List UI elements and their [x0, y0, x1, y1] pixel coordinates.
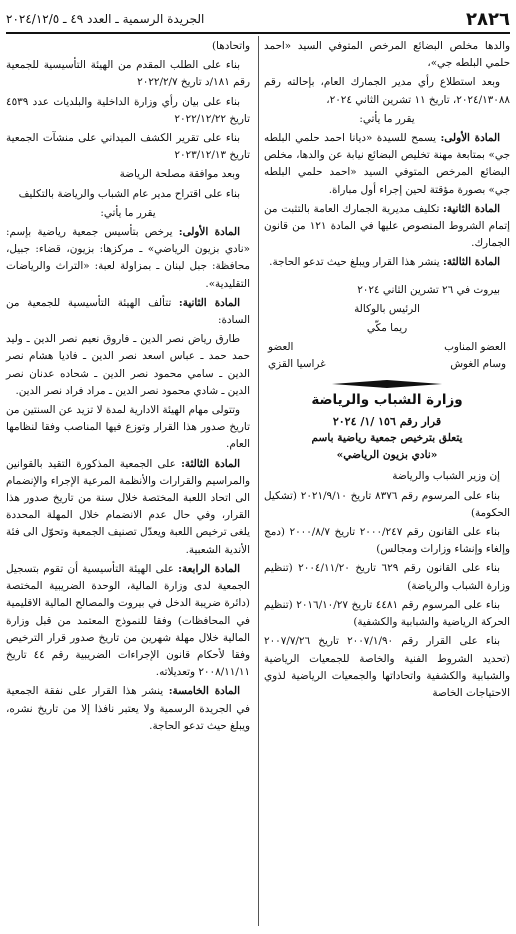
paragraph: والدها مخلص البضائع المرخص المتوفي السيد «احمد حلمي البلطه جي»، [264, 40, 510, 70]
member-label: العضو [268, 341, 294, 354]
preamble-line: بناء على المرسوم رقم ٨٣٧٦ تاريخ ٢٠٢١/٩/١٠ (تشكيل الحكومة) [264, 489, 510, 519]
signer-name: ريما مكّي [366, 322, 408, 335]
article-label: المادة الثالثة: [443, 256, 500, 269]
decision-number: قرار رقم ١٥٦ /١/ ٢٠٢٤ [332, 414, 442, 428]
founders-list: طارق رياض نصر الدين ـ فاروق نعيم نصر الدين ـ وليد حمد حمد ـ عباس اسعد نصر الدين ـ فاديا هشام نصر الدين ـ سامي محمود نصر الدين ـ شحاده عدنان نصر الدين ـ شادي محمود نصر الدين ـ مراد فراد نصر الدين. [6, 333, 250, 397]
article-label: المادة الثالثة: [181, 457, 240, 470]
paragraph: بناء على تقرير الكشف الميداني على منشآت الجمعية تاريخ ٢٠٢٣/١٢/١٣ [6, 132, 250, 162]
article-text: على الهيئة التأسيسية أن تقوم بتسجيل الجمعية لدى وزارة المالية، الوحدة الضريبية المختصة (دائرة ضريبة الدخل في بيروت والمصالح المالية الاقليمية في المحافظات) وفقا للنموذج المعتمد من قبل وزارة المالية خلال مهلة شهرين من تاريخ صدور قرار الترخيص وفقا لأحكام قانون الإجراءات الضريبية رقم ٤٤ تاريخ ٢٠٠٨/١١/١١ وتعديلاته. [6, 562, 250, 679]
section-ornament [332, 380, 442, 388]
page-header [6, 8, 510, 30]
ministry-title: وزارة الشباب والرياضة [311, 391, 463, 408]
article-label: المادة الثانية: [178, 296, 240, 309]
article-label: المادة الثانية: [442, 202, 501, 215]
article-text: يسمح للسيدة «ديانا احمد حلمي البلطه جي» بمتابعة مهنة تخليص البضائع نيابة عن والدها، مخلص البضائع المرخص المتوفي السيد «احمد حلمي البلطه جي» بصورة مؤقتة لحين إجراء أول مباراة. [264, 132, 510, 196]
preamble-line: بناء على القانون رقم ٢٠٠٠/٢٤٧ تاريخ ٢٠٠٠/٨/٧ (دمج وإلغاء وإنشاء وزارات ومجالس) [264, 526, 510, 556]
signer-title: الرئيس بالوكالة [354, 302, 420, 315]
article-text: يرخص بتأسيس جمعية رياضية بإسم: «نادي بزيون الرياضي» ـ مركزها: بزيون، قضاء: جبيل، محافظة: جبل لبنان ـ بمزاولة لعبة: «التراث والرياضات التقليدية». [6, 226, 250, 290]
column-divider [258, 36, 259, 926]
preamble-line: إن وزير الشباب والرياضة [392, 470, 500, 483]
preamble-line: بناء على القرار رقم ٢٠٠٧/١/٩٠ تاريخ ٢٠٠٧/٧/٢٦ (تحديد الشروط الفنية والخاصة للجمعيات الرياضية والشبابية والكشفية واتحاداتها والجمعيات الرياضية لذوي الاحتياجات الخاصة [264, 635, 510, 699]
article-1 [264, 130, 510, 199]
header-rule [6, 32, 510, 34]
member-label: العضو المناوب [444, 341, 506, 354]
left-column [6, 38, 250, 737]
article-3 [6, 456, 250, 559]
article-2 [264, 201, 510, 253]
article-4 [6, 561, 250, 681]
article-label: المادة الرابعة: [178, 562, 240, 575]
article-text: ينشر هذا القرار ويبلغ حيث تدعو الحاجة. [269, 256, 440, 269]
article-2 [6, 295, 250, 329]
article-text: ينشر هذا القرار على نفقة الجمعية في الجريدة الرسمية ولا يعتبر نافذا إلا من تاريخ نشره، ويبلغ حيث تدعو الحاجة. [6, 685, 250, 732]
decides-line: يقرر ما يأتي: [359, 112, 415, 125]
page-number: ٢٨٢٦ [466, 8, 510, 30]
article-text: على الجمعية المذكورة التقيد بالقوانين والمراسيم والقرارات والأنظمة المرعية الإجراء والإنضمام الى اتحاد اللعبة المختصة خلال سنة من تاريخ صدور هذا القرار، وفي حال عدم الانضمام خلال المهلة المحددة يلغى ترخيص اللعبة ويعدّل تصنيف الجمعية وتحوّل الى فئة الأندية الشعبية. [6, 457, 250, 556]
members-names [264, 356, 510, 373]
journal-title: الجريدة الرسمية ـ العدد ٤٩ ـ ٢٠٢٤/١٢/٥ [6, 12, 205, 26]
paragraph: وبعد موافقة مصلحة الرياضة [119, 168, 240, 181]
article-text: تتألف الهيئة التأسيسية للجمعية من السادة: [6, 296, 250, 327]
article-label: المادة الأولى: [440, 132, 500, 145]
preamble-line: بناء على المرسوم رقم ٤٤٨١ تاريخ ٢٠١٦/١٠/٢٧ (تنظيم الحركة الرياضية والشبابية والكشفية) [264, 598, 510, 629]
members-labels [264, 339, 510, 356]
preamble-line: بناء على القانون رقم ٦٢٩ تاريخ ٢٠٠٤/١١/٢٠ (تنظيم وزارة الشباب والرياضة) [264, 562, 510, 592]
paragraph: وتتولى مهام الهيئة الادارية لمدة لا تزيد عن السنتين من تاريخ صدور هذا القرار وتوزع فيها المناصب وفقا لنظامها العام. [6, 404, 250, 451]
right-column [264, 38, 510, 704]
paragraph: بناء على الطلب المقدم من الهيئة التأسيسية للجمعية رقم ١٨١/د تاريخ ٢٠٢٢/٢/٧ [6, 59, 250, 89]
paragraph: بناء على اقتراح مدير عام الشباب والرياضة بالتكليف [18, 187, 240, 200]
article-1 [6, 224, 250, 293]
place-date: بيروت في ٢٦ تشرين الثاني ٢٠٢٤ [357, 283, 500, 296]
article-3 [264, 254, 510, 271]
article-text: تكليف مديرية الجمارك العامة بالتثبت من إتمام الشروط المنصوص عليها في المادة ١٢١ من قانون الجمارك. [264, 202, 510, 250]
article-5 [6, 683, 250, 735]
article-label: المادة الأولى: [178, 226, 240, 239]
paragraph: واتحادها) [212, 40, 250, 52]
club-name: «نادي بزيون الرياضي» [336, 449, 438, 462]
member-name: وسام الغوش [450, 358, 506, 371]
paragraph: وبعد استطلاع رأي مدير الجمارك العام، بإحالته رقم ٢٠٢٤/١٣٠٨٨، تاريخ ١١ تشرين الثاني ٢٠٢٤، [264, 76, 510, 106]
member-name: غراسيا القزي [268, 358, 326, 371]
article-label: المادة الخامسة: [168, 685, 240, 698]
decides-line: يقرر ما يأتي: [100, 206, 156, 219]
paragraph: بناء على بيان رأي وزارة الداخلية والبلديات عدد ٤٥٣٩ تاريخ ٢٠٢٢/١٢/٢٢ [6, 95, 250, 125]
decision-subject: يتعلق بترخيص جمعية رياضية باسم [311, 432, 463, 445]
